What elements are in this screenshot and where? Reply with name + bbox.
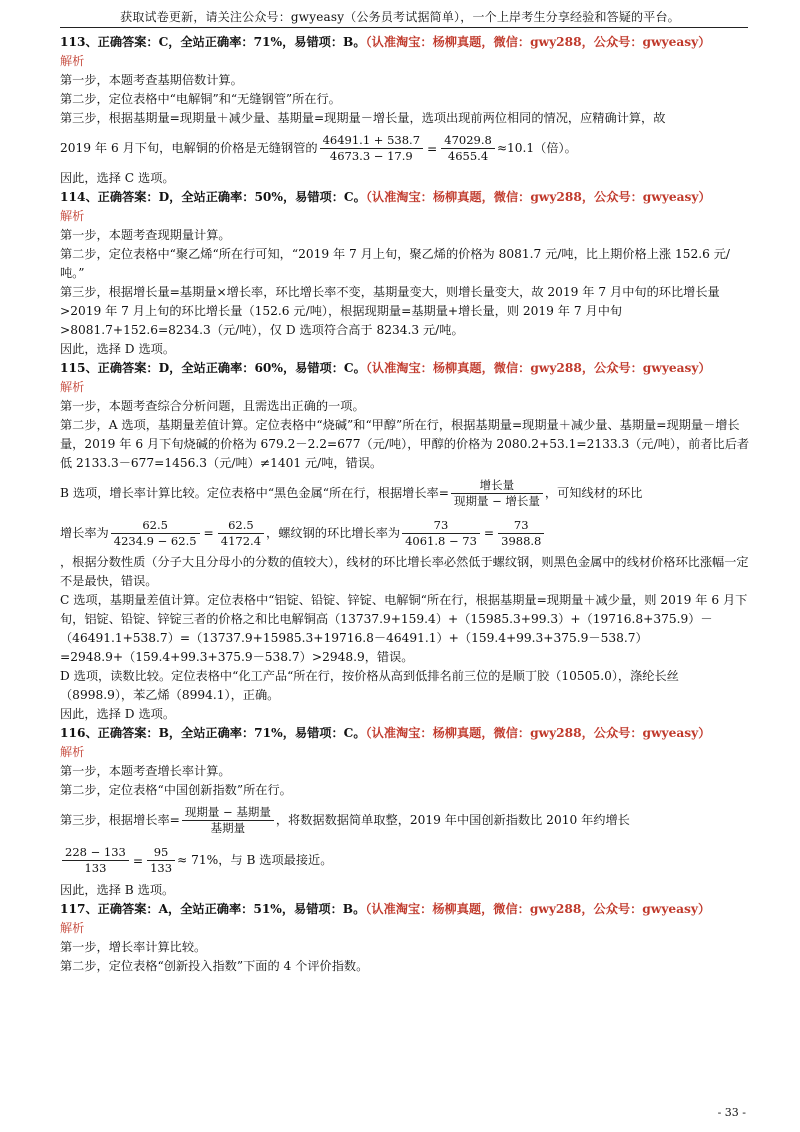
conclusion: 因此，选择 D 选项。	[60, 707, 176, 721]
question-117-title: 117、正确答案：A，全站正确率：51%，易错项：B。（认准淘宝：杨柳真题，微信：gwy288，公众号：gwyeasy）	[60, 901, 711, 916]
analysis-heading: 解析	[60, 54, 85, 68]
conclusion: 因此，选择 B 选项。	[60, 882, 175, 897]
promo-text: （认准淘宝：杨柳真题，微信：gwy288，公众号：gwyeasy）	[365, 360, 711, 375]
option-c-analysis: C 选项，基期量差值计算。定位表格中“铝锭、铅锭、锌锭、电解铜“所在行，根据基期量=现期量＋减少量，则 2019 年 6 月下旬，铝锭、铅锭、锌锭三者的价格之和比电解铜高（13737.9+159.4）+（15985.3+99.3）+（19716.8+375.9）－（46491.1+538.7）=（13737.9+15985.3+19716.8－46491.1）+（159.4+99.3+375.9－538.7）=2948.9+（159.4+99.3+375.9－538.7）>2948.9，错误。	[60, 593, 748, 664]
question-116-title: 116、正确答案：B，全站正确率：71%，易错项：C。（认准淘宝：杨柳真题，微信：gwy288，公众号：gwyeasy）	[60, 726, 711, 740]
fraction: $\frac{62.5}{4172.4}$	[218, 518, 264, 549]
analysis-heading: 解析	[60, 745, 85, 759]
step-3-formula-line: 2019 年 6 月下旬，电解铜的价格是无缝钢管的 $\frac{46491.1 + 538.7}{4673.3 - 17.9}$ = $\frac{47029.8}{4655.4}$ ≈10.1（倍）。	[60, 133, 577, 163]
step-3: 第三步，根据基期量=现期量＋减少量、基期量=现期量－增长量，选项出现前两位相同的情况，应精确计算，故	[60, 111, 666, 125]
fraction: $\frac{\text{增长量}}{\text{现期量 − 增长量}}$	[451, 478, 543, 509]
fraction: $\frac{46491.1 + 538.7}{4673.3 - 17.9}$	[320, 133, 423, 164]
step-2: 第二步，定位表格“创新投入指数”下面的 4 个评价指数。	[60, 958, 369, 973]
promo-text: （认准淘宝：杨柳真题，微信：gwy288，公众号：gwyeasy）	[365, 189, 711, 204]
option-d-analysis: D 选项，读数比较。定位表格中“化工产品“所在行，按价格从高到低排名前三位的是顺丁胶（10505.0），涤纶长丝（8998.9），苯乙烯（8994.1），正确。	[60, 669, 679, 702]
step-2: 第二步，定位表格“中国创新指数”所在行。	[60, 783, 292, 797]
question-115-title: 115、正确答案：D，全站正确率：60%，易错项：C。（认准淘宝：杨柳真题，微信：gwy288，公众号：gwyeasy）	[60, 360, 711, 375]
fraction: $\frac{73}{3988.8}$	[498, 518, 544, 549]
question-113-title: 113、正确答案：C，全站正确率：71%，易错项：B。（认准淘宝：杨柳真题，微信：gwy288，公众号：gwyeasy）	[60, 35, 711, 49]
step-1: 第一步，本题考查现期量计算。	[60, 227, 231, 242]
step-1: 第一步，本题考查增长率计算。	[60, 764, 231, 778]
fraction: $\frac{73}{4061.8 - 73}$	[402, 518, 480, 549]
page-number: - 33 -	[717, 1106, 746, 1119]
fraction: $\frac{47029.8}{4655.4}$	[441, 133, 495, 164]
fraction: $\frac{\text{现期量 − 基期量}}{\text{基期量}}$	[182, 805, 274, 836]
promo-text: （认准淘宝：杨柳真题，微信：gwy288，公众号：gwyeasy）	[365, 901, 711, 916]
analysis-heading: 解析	[60, 379, 85, 394]
step-1: 第一步，本题考查基期倍数计算。	[60, 73, 243, 87]
analysis-heading: 解析	[60, 920, 85, 935]
fraction: $\frac{95}{133}$	[147, 845, 175, 876]
step-2: 第二步，定位表格中“聚乙烯“所在行可知，“2019 年 7 月上旬，聚乙烯的价格为 8081.7 元/吨，比上期价格上涨 152.6 元/吨。”	[60, 246, 731, 280]
step-2: 第二步，定位表格中“电解铜”和“无缝钢管”所在行。	[60, 92, 341, 106]
option-b-conclusion: ，根据分数性质（分子大且分母小的分数的值较大），线材的环比增长率必然低于螺纹钢，则黑色金属中的线材价格环比涨幅一定不是最快，错误。	[60, 555, 749, 588]
option-b-analysis: B 选项，增长率计算比较。定位表格中“黑色金属“所在行，根据增长率= $\frac{\text{增长量}}{\text{现期量 − 增长量}}$ ，可知线材的环比	[60, 477, 643, 508]
header-divider	[60, 27, 748, 28]
step-1: 第一步，本题考查综合分析问题，且需选出正确的一项。	[60, 398, 365, 413]
option-a-analysis: 第二步，A 选项，基期量差值计算。定位表格中“烧碱”和“甲醇”所在行，根据基期量=现期量＋减少量、基期量=现期量－增长量，2019 年 6 月下旬烧碱的价格为 679.2－2.2=677（元/吨），甲醇的价格为 2080.2+53.1=2133.3（元/吨），前者比后者低 2133.3－677=1456.3（元/吨）≠1401 元/吨，错误。	[60, 417, 750, 470]
step-3: 第三步，根据增长量=基期量×增长率，环比增长率不变，基期量变大，则增长量变大，故 2019 年 7 月中旬的环比增长量>2019 年 7 月上旬的环比增长量（152.6 元/吨），根据现期量=基期量+增长量，则 2019 年 7 月中旬>8081.7+152.6=8234.3（元/吨），仅 D 选项符合高于 8234.3 元/吨。	[60, 284, 720, 337]
analysis-heading: 解析	[60, 208, 85, 223]
step-3-formula-line: $\frac{228 - 133}{133}$ = $\frac{95}{133}$ ≈ 71%，与 B 选项最接近。	[60, 840, 750, 881]
fraction: $\frac{228 - 133}{133}$	[62, 845, 129, 876]
document-body	[60, 33, 750, 976]
page-header: 获取试卷更新，请关注公众号：gwyeasy（公务员考试据简单），一个上岸考生分享经验和答疑的平台。	[120, 10, 680, 24]
promo-text: （认准淘宝：杨柳真题，微信：gwy288，公众号：gwyeasy）	[365, 35, 711, 49]
promo-text: （认准淘宝：杨柳真题，微信：gwy288，公众号：gwyeasy）	[365, 726, 711, 740]
option-b-formula-line: 增长率为 $\frac{62.5}{4234.9 - 62.5}$ = $\frac{62.5}{4172.4}$ ，螺纹钢的环比增长率为 $\frac{73}{4061.8 - 73}$ = $\frac{73}{3988.8}$	[60, 513, 750, 554]
step-1: 第一步，增长率计算比较。	[60, 939, 207, 954]
fraction: $\frac{62.5}{4234.9 - 62.5}$	[111, 518, 200, 549]
step-3: 第三步，根据增长率= $\frac{\text{现期量 − 基期量}}{\text{基期量}}$ ，将数据数据简单取整，2019 年中国创新指数比 2010 年约增长	[60, 805, 630, 835]
conclusion: 因此，选择 D 选项。	[60, 341, 176, 356]
question-114-title: 114、正确答案：D，全站正确率：50%，易错项：C。（认准淘宝：杨柳真题，微信：gwy288，公众号：gwyeasy）	[60, 189, 711, 204]
conclusion: 因此，选择 C 选项。	[60, 170, 175, 185]
